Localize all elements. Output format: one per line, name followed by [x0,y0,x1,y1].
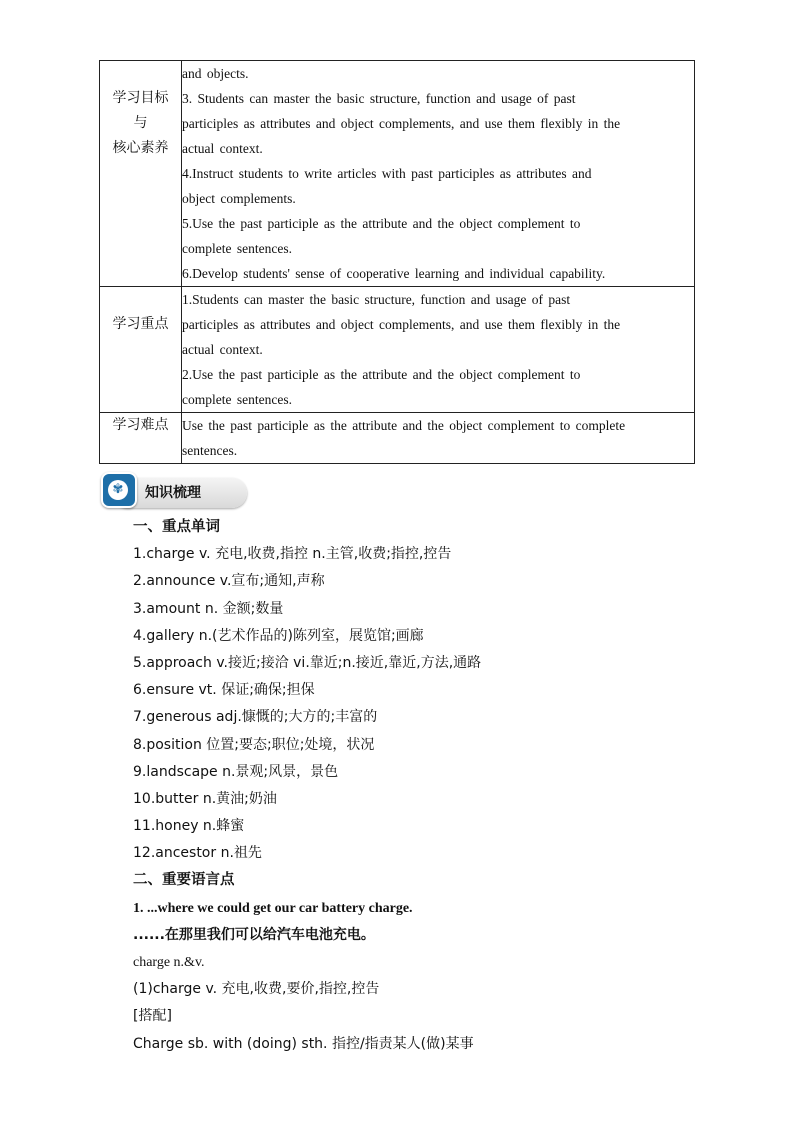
content-line: and objects. [182,66,249,81]
language-point-translation: ......在那里我们可以给汽车电池充电。 [133,926,375,943]
row-label-line: 学习目标 [112,90,169,106]
vocab-item: 11.honey n.蜂蜜 [133,818,245,835]
row-label-key-points [100,287,182,413]
content-line: Use the past participle as the attribute and the object complement to complete [182,418,626,433]
content-line: actual context. [182,141,263,156]
runner-icon: ✾ [101,472,137,508]
section-banner [99,472,249,510]
row-label-line: 学习重点 [112,316,169,332]
banner-title: 知识梳理 [145,485,201,501]
content-line: 5.Use the past participle as the attribute and the object complement to [182,216,581,231]
content-line: actual context. [182,342,263,357]
learning-goals-table [99,60,695,464]
content-line: 3. Students can master the basic structure, function and usage of past [182,91,576,106]
content-line: object complements. [182,191,296,206]
content-line: 4.Instruct students to write articles with past participles as attributes and [182,166,592,181]
row-label-line: 学习难点 [112,417,169,433]
vocab-item: 1.charge v. 充电,收费,指控 n.主管,收费;指控,控告 [133,546,452,563]
language-point-pos: charge n.&v. [133,955,205,970]
vocab-item: 10.butter n.黄油;奶油 [133,790,277,807]
vocab-item: 8.position 位置;要态;职位;处境，状况 [133,736,375,753]
content-line: 6.Develop students' sense of cooperative learning and individual capability. [182,266,606,281]
content-line: 1.Students can master the basic structure, function and usage of past [182,292,571,307]
content-line: sentences. [182,443,238,458]
table-row-goals [100,61,695,287]
knowledge-section [133,514,733,1058]
content-line: 2.Use the past participle as the attribute and the object complement to [182,367,581,382]
row-content-goals [182,61,695,287]
content-line: complete sentences. [182,392,292,407]
content-line: participles as attributes and object complements, and use them flexibly in the [182,116,621,131]
vocab-item: 5.approach v.接近;接洽 vi.靠近;n.接近,靠近,方法,通路 [133,654,482,671]
language-point-title: 1. ...where we could get our car battery charge. [133,900,413,916]
section-heading: 一、重点单词 [133,519,220,535]
vocab-item: 2.announce v.宣布;通知,声称 [133,573,325,590]
row-label-difficulties [100,413,182,464]
vocab-item: 7.generous adj.慷慨的;大方的;丰富的 [133,709,378,726]
collocation-tag: [搭配] [133,1008,172,1025]
vocab-item: 12.ancestor n.祖先 [133,845,262,862]
row-label-line: 核心素养 [112,140,169,156]
vocab-item: 9.landscape n.景观;风景，景色 [133,763,339,780]
vocab-item: 4.gallery n.(艺术作品的)陈列室，展览馆;画廊 [133,627,424,644]
row-label-goals [100,61,182,287]
row-label-line: 与 [133,115,148,131]
table-row-key-points [100,287,695,413]
vocab-item: 6.ensure vt. 保证;确保;担保 [133,682,315,699]
table-row-difficulties [100,413,695,464]
content-line: complete sentences. [182,241,292,256]
row-content-key-points [182,287,695,413]
language-point-definition: (1)charge v. 充电,收费,要价,指控,控告 [133,981,380,998]
row-content-difficulties [182,413,695,464]
content-line: participles as attributes and object complements, and use them flexibly in the [182,317,621,332]
vocab-item: 3.amount n. 金额;数量 [133,600,284,617]
collocation-example: Charge sb. with (doing) sth. 指控/指责某人(做)某事 [133,1035,474,1052]
section-heading: 二、重要语言点 [133,872,235,889]
